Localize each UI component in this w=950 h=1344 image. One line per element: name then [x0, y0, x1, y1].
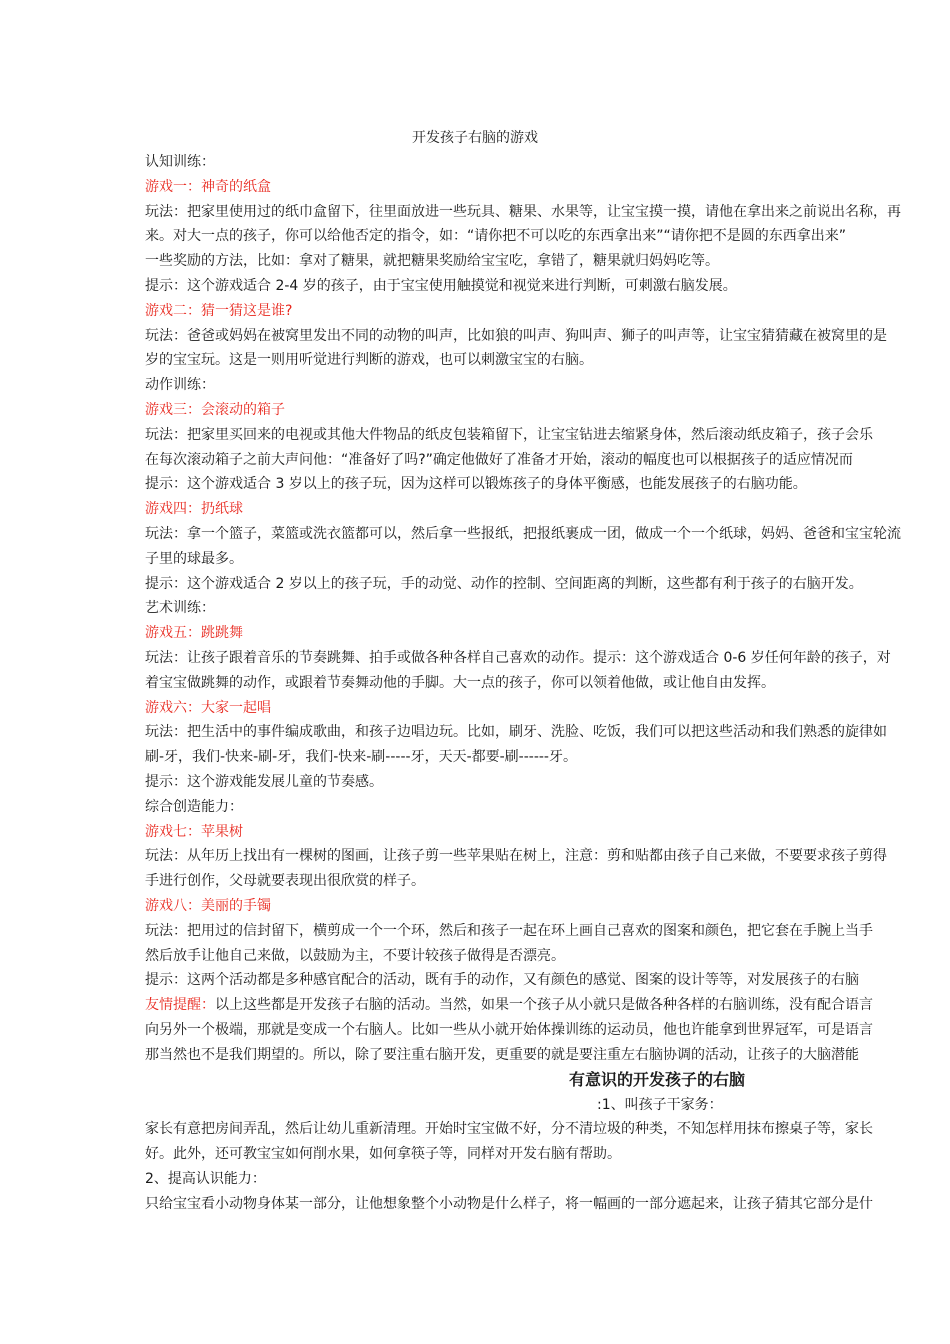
game-heading: 游戏七：苹果树 — [145, 823, 243, 840]
game-heading: 游戏五：跳跳舞 — [145, 625, 243, 642]
text-line: 手进行创作，父母就要表现出很欣赏的样子。 — [145, 873, 425, 890]
game-heading: 游戏四：扔纸球 — [145, 501, 243, 518]
text-line: 家长有意把房间弄乱，然后让幼儿重新清理。开始时宝宝做不好，分不清垃圾的种类，不知怎样用抹布擦桌子等，家长 — [145, 1121, 873, 1138]
game-heading: 游戏三：会滚动的箱子 — [145, 401, 285, 418]
text-line: 只给宝宝看小动物身体某一部分，让他想象整个小动物是什么样子，将一幅画的一部分遮起来，让孩子猜其它部分是什 — [145, 1195, 873, 1212]
tip-label: 友情提醒： — [145, 997, 215, 1014]
game-heading: 游戏二：猜一猜这是谁? — [145, 302, 293, 319]
text-line: 那当然也不是我们期望的。所以，除了要注重右脑开发，更重要的就是要注重左右脑协调的活动，让孩子的大脑潜能 — [145, 1046, 859, 1063]
document-title: 开发孩子右脑的游戏 — [412, 130, 538, 146]
text-line: 提示：这个游戏能发展儿童的节奏感。 — [145, 773, 383, 790]
text-line: 一些奖励的方法，比如：拿对了糖果，就把糖果奖励给宝宝吃，拿错了，糖果就归妈妈吃等。 — [145, 253, 719, 270]
text-line: 玩法：把生活中的事件编成歌曲，和孩子边唱边玩。比如，刷牙、洗脸、吃饭，我们可以把这些活动和我们熟悉的旋律如 — [145, 724, 887, 741]
text-line: 综合创造能力： — [145, 798, 243, 815]
document-body — [145, 150, 950, 1217]
text-line: 岁的宝宝玩。这是一则用听觉进行判断的游戏，也可以刺激宝宝的右脑。 — [145, 352, 593, 369]
text-line: 提示：这个游戏适合 2 岁以上的孩子玩，手的动觉、动作的控制、空间距离的判断，这些都有利于孩子的右脑开发。 — [145, 575, 863, 592]
game-heading: 游戏六：大家一起唱 — [145, 699, 271, 716]
text-line: 刷-牙，我们-快来-刷-牙，我们-快来-刷-----牙，天天-都要-刷------牙。 — [145, 749, 577, 766]
text-line: 提示：这两个活动都是多种感官配合的活动，既有手的动作，又有颜色的感觉、图案的设计等等，对发展孩子的右脑 — [145, 972, 859, 989]
text-line: 着宝宝做跳舞的动作，或跟着节奏舞动他的手脚。大一点的孩子，你可以领着他做，或让他自由发挥。 — [145, 674, 775, 691]
text-line: 向另外一个极端，那就是变成一个右脑人。比如一些从小就开始体操训练的运动员，他也许能拿到世界冠军，可是语言 — [145, 1021, 873, 1038]
text-line: 好。此外，还可教宝宝如何削水果，如何拿筷子等，同样对开发右脑有帮助。 — [145, 1146, 621, 1163]
section-games — [145, 150, 950, 1067]
text-line: 动作训练： — [145, 377, 215, 394]
text-line: 子里的球最多。 — [145, 550, 243, 567]
game-heading: 游戏一：神奇的纸盒 — [145, 178, 271, 195]
section-subheading: :1、叫孩子干家务： — [597, 1097, 723, 1114]
text-line: 来。对大一点的孩子，你可以给他否定的指令，如：“请你把不可以吃的东西拿出来”“请你把不是圆的东西拿出来” — [145, 228, 847, 245]
text-line: 艺术训练： — [145, 600, 215, 617]
text-line: 玩法：把用过的信封留下，横剪成一个一个环，然后和孩子一起在环上画自己喜欢的图案和颜色，把它套在手腕上当手 — [145, 922, 873, 939]
text-line: 2、提高认识能力： — [145, 1171, 266, 1188]
section-right-brain — [145, 1117, 950, 1216]
tip-paragraph-line — [145, 993, 950, 1018]
text-line: 认知训练： — [145, 154, 215, 170]
section-heading: 有意识的开发孩子的右脑 — [569, 1070, 746, 1090]
text-line: 提示：这个游戏适合 3 岁以上的孩子玩，因为这样可以锻炼孩子的身体平衡感，也能发展孩子的右脑功能。 — [145, 476, 807, 493]
text-line: 提示：这个游戏适合 2-4 岁的孩子，由于宝宝使用触摸觉和视觉来进行判断，可刺激右脑发展。 — [145, 277, 737, 294]
text-line: 玩法：把家里使用过的纸巾盒留下，往里面放进一些玩具、糖果、水果等，让宝宝摸一摸，请他在拿出来之前说出名称，再 — [145, 203, 901, 220]
text-line: 玩法：爸爸或妈妈在被窝里发出不同的动物的叫声，比如狼的叫声、狗叫声、狮子的叫声等，让宝宝猜猜藏在被窝里的是 — [145, 327, 887, 344]
text-line: 玩法：从年历上找出有一棵树的图画，让孩子剪一些苹果贴在树上，注意：剪和贴都由孩子自己来做，不要要求孩子剪得 — [145, 848, 887, 865]
text-line: 然后放手让他自己来做，以鼓励为主，不要计较孩子做得是否漂亮。 — [145, 947, 565, 964]
tip-text: 以上这些都是开发孩子右脑的活动。当然，如果一个孩子从小就只是做各种各样的右脑训练，没有配合语言 — [215, 997, 873, 1014]
text-line: 玩法：让孩子跟着音乐的节奏跳舞、拍手或做各种各样自己喜欢的动作。提示：这个游戏适合 0-6 岁任何年龄的孩子，对 — [145, 649, 891, 666]
game-heading: 游戏八：美丽的手镯 — [145, 897, 271, 914]
text-line: 在每次滚动箱子之前大声问他：“准备好了吗?”确定他做好了准备才开始，滚动的幅度也可以根据孩子的适应情况而 — [145, 451, 853, 468]
text-line: 玩法：拿一个篮子，菜篮或洗衣篮都可以，然后拿一些报纸，把报纸裹成一团，做成一个一个纸球，妈妈、爸爸和宝宝轮流 — [145, 525, 901, 542]
text-line: 玩法：把家里买回来的电视或其他大件物品的纸皮包装箱留下，让宝宝钻进去缩紧身体，然后滚动纸皮箱子，孩子会乐 — [145, 426, 873, 443]
